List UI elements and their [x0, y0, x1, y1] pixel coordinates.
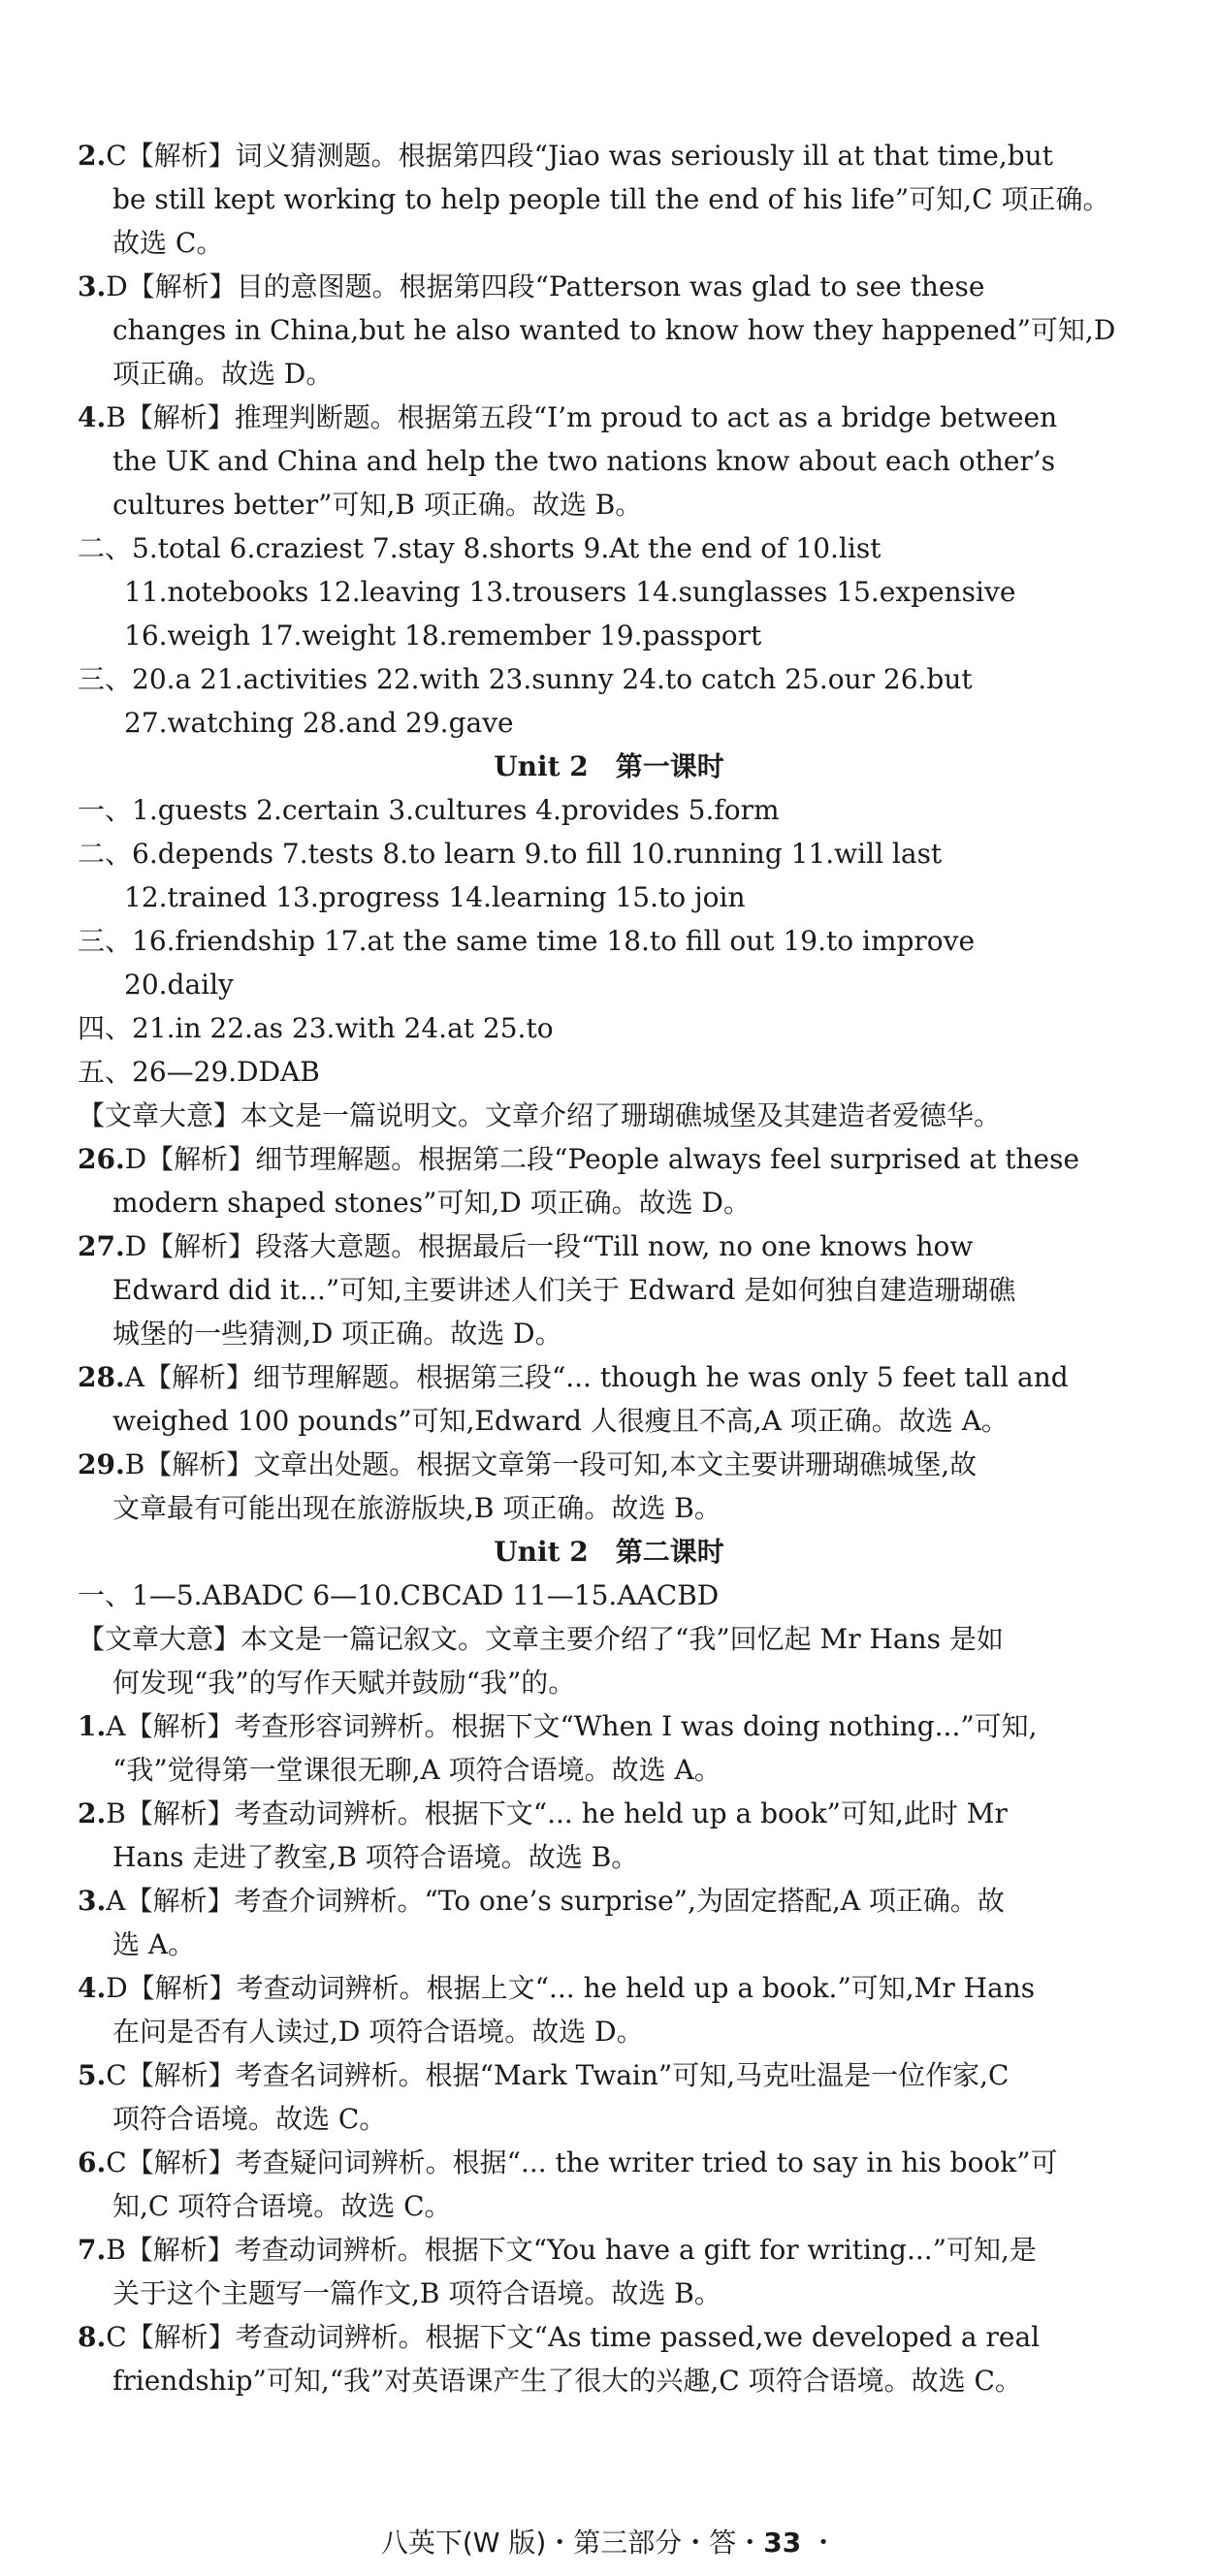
line-text: A【解析】考查形容词辨析。根据下文“When I was doing nothing...”可知, [106, 1710, 1038, 1742]
question-number: 2. [78, 140, 107, 172]
line-text: 知,C 项符合语境。故选 C。 [112, 2190, 452, 2222]
question-number: 6. [78, 2147, 107, 2178]
question-number: 27. [78, 1230, 125, 1262]
answer-line [78, 1224, 1140, 1268]
line-text: 一、1.guests 2.certain 3.cultures 4.provides 5.form [78, 794, 780, 826]
answer-line [78, 526, 1140, 570]
question-number: 4. [78, 1972, 107, 2004]
line-text: Unit 2 第二课时 [494, 1536, 724, 1568]
question-number: 2. [78, 1797, 107, 1829]
answer-line [78, 1923, 1140, 1966]
answer-line [78, 1312, 1140, 1355]
answer-line [78, 1748, 1140, 1792]
line-text: be still kept working to help people till the end of his life”可知,C 项正确。 [112, 183, 1110, 215]
answer-line [78, 701, 1140, 745]
answer-line [78, 2097, 1140, 2141]
line-text: 16.weigh 17.weight 18.remember 19.passport [124, 620, 762, 652]
question-number: 26. [78, 1143, 125, 1175]
answer-line [78, 1050, 1140, 1094]
line-text: 11.notebooks 12.leaving 13.trousers 14.sunglasses 15.expensive [124, 576, 1016, 608]
answer-line [78, 308, 1140, 352]
footer-text: 八英下(W 版)・第三部分・答・ [380, 2527, 764, 2559]
line-text: 故选 C。 [112, 227, 224, 259]
line-text: 一、1—5.ABADC 6—10.CBCAD 11—15.AACBD [78, 1579, 720, 1611]
line-text: 三、20.a 21.activities 22.with 23.sunny 24.to catch 25.our 26.but [78, 663, 973, 695]
section-heading [78, 1530, 1140, 1574]
answer-line [78, 657, 1140, 701]
answer-line [78, 1399, 1140, 1443]
answer-line [78, 134, 1140, 177]
answer-line [78, 875, 1140, 919]
answer-line [78, 963, 1140, 1006]
answer-line [78, 788, 1140, 832]
answer-line [78, 2228, 1140, 2272]
footer-tail: ・ [801, 2527, 838, 2559]
answer-line [78, 2010, 1140, 2053]
answer-line [78, 265, 1140, 308]
answer-line [78, 352, 1140, 396]
answer-line [78, 1661, 1140, 1704]
question-number: 1. [78, 1710, 107, 1742]
line-text: B【解析】考查动词辨析。根据下文“You have a gift for writing...”可知,是 [106, 2234, 1037, 2266]
answer-line [78, 483, 1140, 526]
answer-line [78, 177, 1140, 221]
line-text: weighed 100 pounds”可知,Edward 人很瘦且不高,A 项正确。故选 A。 [112, 1405, 1009, 1437]
answer-line [78, 614, 1140, 657]
section-heading [78, 745, 1140, 788]
answer-line [78, 439, 1140, 483]
line-text: C【解析】考查动词辨析。根据下文“As time passed,we developed a real [106, 2321, 1041, 2353]
line-text: 关于这个主题写一篇作文,B 项符合语境。故选 B。 [112, 2277, 721, 2309]
line-text: Edward did it...”可知,主要讲述人们关于 Edward 是如何独自建造珊瑚礁 [112, 1274, 1016, 1306]
question-number: 29. [78, 1448, 125, 1480]
question-number: 4. [78, 401, 107, 433]
line-text: 四、21.in 22.as 23.with 24.at 25.to [78, 1012, 554, 1044]
question-number: 8. [78, 2321, 107, 2353]
line-text: 【文章大意】本文是一篇说明文。文章介绍了珊瑚礁城堡及其建造者爱德华。 [78, 1099, 1002, 1131]
answer-line [78, 1792, 1140, 1835]
line-text: 项符合语境。故选 C。 [112, 2103, 387, 2135]
answer-line [78, 221, 1140, 265]
line-text: cultures better”可知,B 项正确。故选 B。 [112, 489, 643, 521]
line-text: 二、6.depends 7.tests 8.to learn 9.to fill 10.running 11.will last [78, 838, 943, 870]
answer-line [78, 1704, 1140, 1748]
answer-line [78, 2272, 1140, 2315]
line-text: 项正确。故选 D。 [112, 358, 334, 390]
answer-line [78, 1137, 1140, 1181]
line-text: 三、16.friendship 17.at the same time 18.to fill out 19.to improve [78, 925, 976, 957]
line-text: 27.watching 28.and 29.gave [124, 707, 514, 739]
line-text: 【文章大意】本文是一篇记叙文。文章主要介绍了“我”回忆起 Mr Hans 是如 [78, 1623, 1004, 1655]
line-text: 12.trained 13.progress 14.learning 15.to join [124, 881, 746, 913]
answer-line [78, 396, 1140, 439]
line-text: 在问是否有人读过,D 项符合语境。故选 D。 [112, 2016, 644, 2048]
answer-line [78, 2053, 1140, 2097]
answer-line [78, 2359, 1140, 2402]
page-number: 33 [763, 2527, 802, 2559]
answer-line [78, 1443, 1140, 1486]
line-text: changes in China,but he also wanted to know how they happened”可知,D [112, 314, 1116, 346]
line-text: 文章最有可能出现在旅游版块,B 项正确。故选 B。 [112, 1492, 721, 1524]
line-text: 城堡的一些猜测,D 项正确。故选 D。 [112, 1318, 562, 1350]
answer-line [78, 919, 1140, 963]
line-text: C【解析】考查疑问词辨析。根据“... the writer tried to say in his book”可 [106, 2147, 1058, 2178]
answer-line [78, 1268, 1140, 1312]
line-text: the UK and China and help the two nations know about each other’s [112, 445, 1056, 477]
line-text: C【解析】考查名词辨析。根据“Mark Twain”可知,马克吐温是一位作家,C [106, 2059, 1010, 2091]
answer-line [78, 570, 1140, 614]
line-text: B【解析】文章出处题。根据文章第一段可知,本文主要讲珊瑚礁城堡,故 [124, 1448, 978, 1480]
answer-line [78, 2141, 1140, 2184]
answer-line [78, 1574, 1140, 1617]
question-number: 3. [78, 1885, 107, 1917]
answer-line [78, 2315, 1140, 2359]
line-text: “我”觉得第一堂课很无聊,A 项符合语境。故选 A。 [112, 1754, 721, 1786]
line-text: B【解析】考查动词辨析。根据下文“... he held up a book”可知,此时 Mr [106, 1797, 1008, 1829]
line-text: Hans 走进了教室,B 项符合语境。故选 B。 [112, 1841, 639, 1873]
answer-line [78, 1879, 1140, 1923]
line-text: 五、26—29.DDAB [78, 1056, 320, 1088]
line-text: 何发现“我”的写作天赋并鼓励“我”的。 [112, 1667, 576, 1699]
answer-line [78, 1835, 1140, 1879]
line-text: modern shaped stones”可知,D 项正确。故选 D。 [112, 1187, 752, 1219]
answer-line [78, 1006, 1140, 1050]
question-number: 28. [78, 1361, 125, 1393]
question-number: 3. [78, 270, 107, 302]
line-text: 选 A。 [112, 1928, 196, 1960]
line-text: 20.daily [124, 969, 234, 1001]
answer-line [78, 832, 1140, 875]
page-footer [0, 2524, 1218, 2562]
question-number: 5. [78, 2059, 107, 2091]
line-text: A【解析】细节理解题。根据第三段“... though he was only 5 feet tall and [124, 1361, 1069, 1393]
line-text: friendship”可知,“我”对英语课产生了很大的兴趣,C 项符合语境。故选 C。 [112, 2365, 1022, 2397]
answer-content [78, 134, 1140, 2402]
line-text: B【解析】推理判断题。根据第五段“I’m proud to act as a bridge between [106, 401, 1058, 433]
line-text: D【解析】考查动词辨析。根据上文“... he held up a book.”可知,Mr Hans [106, 1972, 1036, 2004]
line-text: D【解析】段落大意题。根据最后一段“Till now, no one knows how [124, 1230, 974, 1262]
line-text: D【解析】细节理解题。根据第二段“People always feel surprised at these [124, 1143, 1080, 1175]
line-text: A【解析】考查介词辨析。“To one’s surprise”,为固定搭配,A 项正确。故 [106, 1885, 1005, 1917]
line-text: C【解析】词义猜测题。根据第四段“Jiao was seriously ill at that time,but [106, 140, 1053, 172]
answer-line [78, 1966, 1140, 2010]
line-text: Unit 2 第一课时 [494, 750, 724, 782]
answer-line [78, 1094, 1140, 1137]
answer-line [78, 1355, 1140, 1399]
line-text: 二、5.total 6.craziest 7.stay 8.shorts 9.At the end of 10.list [78, 532, 881, 564]
answer-line [78, 1181, 1140, 1224]
answer-line [78, 1617, 1140, 1661]
answer-line [78, 1486, 1140, 1530]
answer-line [78, 2184, 1140, 2228]
line-text: D【解析】目的意图题。根据第四段“Patterson was glad to see these [106, 270, 985, 302]
question-number: 7. [78, 2234, 107, 2266]
